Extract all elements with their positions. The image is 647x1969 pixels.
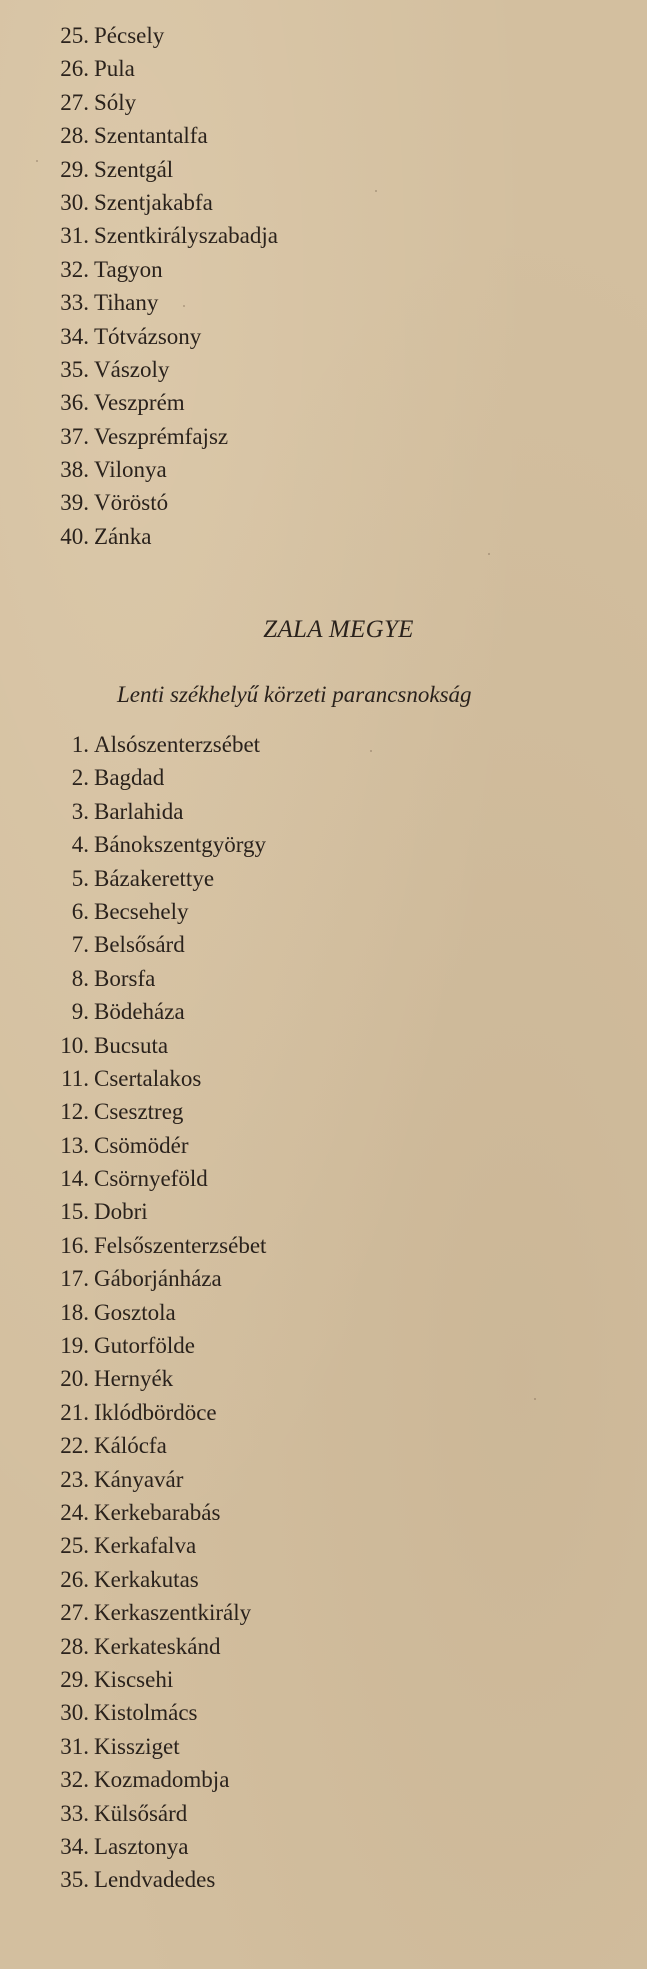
list-item xyxy=(0,219,647,252)
settlement-name: Csesztreg xyxy=(94,1099,184,1125)
settlement-name: Becsehely xyxy=(94,898,189,924)
settlement-name: Pula xyxy=(94,56,135,82)
list-item xyxy=(0,1062,647,1095)
item-number: 7. xyxy=(71,932,89,958)
list-item xyxy=(0,119,647,152)
item-number: 35. xyxy=(60,1867,89,1893)
settlement-name: Kiscsehi xyxy=(94,1666,174,1692)
list-item xyxy=(0,1696,647,1729)
item-number: 1. xyxy=(71,732,89,757)
list-item xyxy=(0,1396,647,1429)
settlement-name: Veszprém xyxy=(94,390,185,416)
settlement-name: Veszprémfajsz xyxy=(94,423,229,449)
list-item xyxy=(0,1029,647,1062)
item-number: 23. xyxy=(60,1466,89,1492)
list-item xyxy=(0,828,647,861)
settlement-name: Kerkakutas xyxy=(94,1566,199,1592)
item-number: 40. xyxy=(60,523,89,549)
settlement-name: Vászoly xyxy=(94,356,170,382)
item-number: 14. xyxy=(60,1166,89,1192)
item-number: 2. xyxy=(71,765,89,791)
county-heading xyxy=(0,616,647,644)
settlement-name: Kerkafalva xyxy=(94,1533,197,1559)
item-number: 24. xyxy=(60,1499,89,1525)
list-item xyxy=(0,1129,647,1162)
item-number: 18. xyxy=(60,1299,89,1325)
paper-speck xyxy=(488,553,490,555)
list-item xyxy=(0,286,647,319)
item-number: 38. xyxy=(60,457,89,483)
list-item xyxy=(0,1529,647,1562)
list-item xyxy=(0,1663,647,1696)
settlement-name: Zánka xyxy=(94,523,152,549)
settlement-name: Vöröstó xyxy=(94,490,169,516)
item-number: 3. xyxy=(71,798,89,824)
settlement-name: Külsősárd xyxy=(94,1800,188,1826)
list-item xyxy=(0,1329,647,1362)
settlement-name: Csörnyeföld xyxy=(94,1166,208,1192)
item-number: 26. xyxy=(60,1566,89,1592)
list-item xyxy=(0,1630,647,1663)
list-item xyxy=(0,1563,647,1596)
list-item xyxy=(0,1797,647,1830)
list-item xyxy=(0,728,647,761)
item-number: 26. xyxy=(60,56,89,82)
settlement-name: Vilonya xyxy=(94,457,167,483)
settlement-name: Borsfa xyxy=(94,965,156,991)
paper-speck xyxy=(370,750,372,752)
settlement-name: Szentkirályszabadja xyxy=(94,223,278,249)
item-number: 32. xyxy=(60,256,89,282)
settlement-name: Kissziget xyxy=(94,1733,180,1759)
settlement-name: Szentgál xyxy=(94,156,174,182)
item-number: 39. xyxy=(60,490,89,516)
settlement-name: Barlahida xyxy=(94,798,184,824)
settlement-name: Gosztola xyxy=(94,1299,176,1325)
item-number: 4. xyxy=(71,832,89,858)
list-item xyxy=(0,253,647,286)
item-number: 27. xyxy=(60,89,89,115)
item-number: 15. xyxy=(60,1199,89,1225)
item-number: 28. xyxy=(60,1633,89,1659)
settlement-name: Tótvázsony xyxy=(94,323,202,349)
list-item xyxy=(0,1162,647,1195)
settlement-name: Sóly xyxy=(94,89,137,115)
settlement-name: Kozmadombja xyxy=(94,1767,230,1793)
item-number: 37. xyxy=(60,423,89,449)
item-number: 5. xyxy=(71,865,89,891)
item-number: 32. xyxy=(60,1767,89,1793)
list-item xyxy=(0,761,647,794)
list-item xyxy=(0,1830,647,1863)
settlement-name: Bázakerettye xyxy=(94,865,215,891)
item-number: 22. xyxy=(60,1433,89,1459)
list-item xyxy=(0,153,647,186)
item-number: 29. xyxy=(60,156,89,182)
settlement-name: Alsószenterzsébet xyxy=(94,732,261,757)
settlement-name: Csertalakos xyxy=(94,1065,202,1091)
list-item xyxy=(0,386,647,419)
list-item xyxy=(0,186,647,219)
item-number: 27. xyxy=(60,1600,89,1626)
item-number: 17. xyxy=(60,1266,89,1292)
item-number: 31. xyxy=(60,1733,89,1759)
item-number: 10. xyxy=(60,1032,89,1058)
item-number: 31. xyxy=(60,223,89,249)
list-item xyxy=(0,795,647,828)
settlement-name: Lendvadedes xyxy=(94,1867,216,1893)
settlement-list-continued xyxy=(0,19,647,553)
item-number: 11. xyxy=(61,1065,89,1091)
county-heading-text: ZALA MEGYE xyxy=(263,616,414,643)
item-number: 16. xyxy=(60,1232,89,1258)
settlement-name: Bucsuta xyxy=(94,1032,169,1058)
paper-speck xyxy=(183,305,185,307)
settlement-name: Csömödér xyxy=(94,1132,189,1158)
list-item xyxy=(0,353,647,386)
settlement-name: Hernyék xyxy=(94,1366,174,1392)
item-number: 8. xyxy=(71,965,89,991)
settlement-name: Dobri xyxy=(94,1199,148,1225)
item-number: 19. xyxy=(60,1333,89,1359)
item-number: 33. xyxy=(60,290,89,316)
item-number: 30. xyxy=(60,1700,89,1726)
list-item xyxy=(0,1296,647,1329)
settlement-name: Kányavár xyxy=(94,1466,184,1492)
list-item xyxy=(0,453,647,486)
item-number: 28. xyxy=(60,123,89,149)
settlement-name: Bödeháza xyxy=(94,999,185,1025)
list-item xyxy=(0,486,647,519)
item-number: 35. xyxy=(60,356,89,382)
list-item xyxy=(0,1863,647,1896)
paper-speck xyxy=(36,160,38,162)
settlement-list-zala xyxy=(0,728,647,1897)
settlement-name: Kerkateskánd xyxy=(94,1633,221,1659)
list-item xyxy=(0,962,647,995)
list-item xyxy=(0,1496,647,1529)
item-number: 36. xyxy=(60,390,89,416)
settlement-name: Szentantalfa xyxy=(94,123,208,149)
list-item xyxy=(0,520,647,553)
settlement-name: Gáborjánháza xyxy=(94,1266,222,1292)
item-number: 6. xyxy=(71,898,89,924)
item-number: 33. xyxy=(60,1800,89,1826)
list-item xyxy=(0,420,647,453)
list-item xyxy=(0,895,647,928)
list-item xyxy=(0,1763,647,1796)
settlement-name: Kistolmács xyxy=(94,1700,198,1726)
item-number: 20. xyxy=(60,1366,89,1392)
list-item xyxy=(0,1730,647,1763)
item-number: 29. xyxy=(60,1666,89,1692)
settlement-name: Bánokszentgyörgy xyxy=(94,832,267,858)
list-item xyxy=(0,928,647,961)
item-number: 9. xyxy=(71,999,89,1025)
item-number: 34. xyxy=(60,323,89,349)
list-item xyxy=(0,1362,647,1395)
list-item xyxy=(0,19,647,52)
paper-speck xyxy=(534,1398,536,1400)
list-item xyxy=(0,52,647,85)
settlement-name: Belsősárd xyxy=(94,932,185,958)
list-item xyxy=(0,1463,647,1496)
settlement-name: Kálócfa xyxy=(94,1433,167,1459)
item-number: 34. xyxy=(60,1833,89,1859)
paper-speck xyxy=(375,190,377,192)
settlement-name: Bagdad xyxy=(94,765,165,791)
item-number: 13. xyxy=(60,1132,89,1158)
item-number: 30. xyxy=(60,189,89,215)
settlement-name: Tihany xyxy=(94,290,159,316)
settlement-name: Szentjakabfa xyxy=(94,189,213,215)
settlement-name: Kerkebarabás xyxy=(94,1499,221,1525)
district-subheading: Lenti székhelyű körzeti parancsnokság xyxy=(117,682,472,707)
list-item xyxy=(0,1095,647,1128)
settlement-name: Felsőszenterzsébet xyxy=(94,1232,267,1258)
settlement-name: Tagyon xyxy=(94,256,163,282)
list-item xyxy=(0,1195,647,1228)
list-item xyxy=(0,995,647,1028)
item-number: 12. xyxy=(60,1099,89,1125)
settlement-name: Kerkaszentkirály xyxy=(94,1600,252,1626)
item-number: 25. xyxy=(60,1533,89,1559)
list-item xyxy=(0,86,647,119)
list-item xyxy=(0,320,647,353)
settlement-name: Lasztonya xyxy=(94,1833,189,1859)
list-item xyxy=(0,862,647,895)
list-item xyxy=(0,1262,647,1295)
settlement-name: Pécsely xyxy=(94,23,165,48)
list-item xyxy=(0,1229,647,1262)
settlement-name: Gutorfölde xyxy=(94,1333,195,1359)
list-item xyxy=(0,1596,647,1629)
item-number: 21. xyxy=(60,1399,89,1425)
settlement-name: Iklódbördöce xyxy=(94,1399,217,1425)
item-number: 25. xyxy=(60,23,89,48)
list-item xyxy=(0,1429,647,1462)
